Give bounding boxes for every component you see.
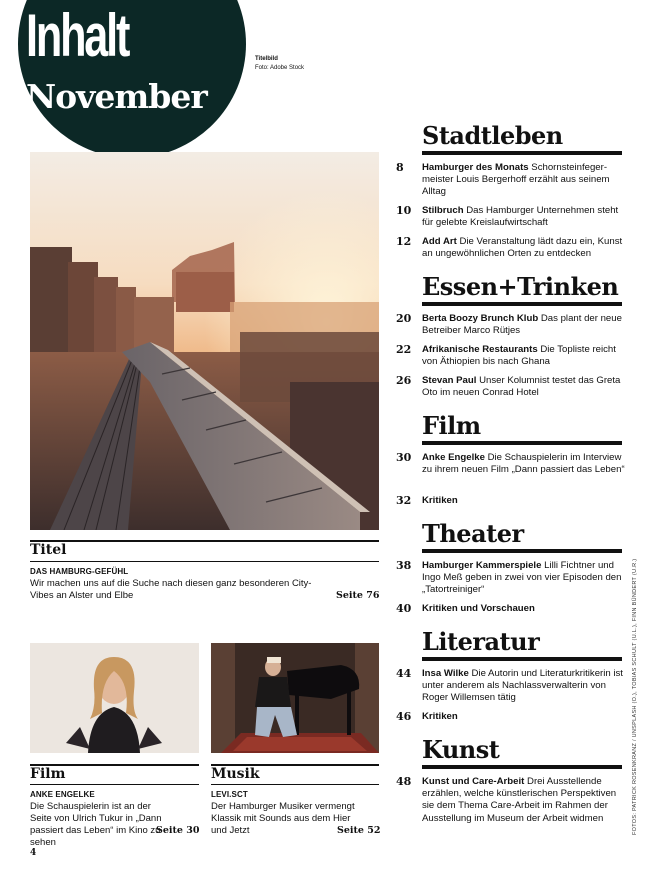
toc-entry[interactable]	[396, 668, 628, 705]
toc-page-number: 44	[396, 667, 412, 680]
teaser-photo-film	[30, 643, 199, 753]
toc-entry-text: Die Autorin und Literaturkritikerin ist unter anderem als Nachlassverwalterin von Roger Willemsen tätig	[422, 668, 623, 704]
masthead-title: Inhalt	[26, 2, 129, 69]
section-heading-essen-trinken: Essen+Trinken	[422, 272, 619, 301]
feature-headline: DAS HAMBURG-GEFÜHL	[30, 567, 129, 576]
section-heading-literatur: Literatur	[422, 627, 540, 656]
toc-entry-text: Schornsteinfegermeister Louis Bergerhoff erzählt aus seinem Alltag	[422, 162, 610, 198]
section-heading-theater: Theater	[422, 519, 524, 548]
toc-entry-text: Die Schauspielerin im Interview zu ihrem neuen Film „Dann passiert das Leben“	[422, 452, 625, 476]
photo-credit: FOTOS: PATRICK ROSENKRANZ / UNSPLASH (O.), TOBIAS SCHULT (U.L.), FINN BÜNDERT (U.R.)	[632, 558, 638, 835]
toc-entry-title: Kunst und Care-Arbeit	[422, 776, 525, 787]
toc-entry-title: Anke Engelke	[422, 452, 485, 463]
toc-entry[interactable]	[396, 452, 628, 476]
toc-page-number: 48	[396, 775, 412, 788]
toc-entry-text: Die Veranstaltung lädt dazu ein, Kunst an ungewöhnlichen Orten zu entdecken	[422, 236, 623, 260]
teaser-musik-headline: LEVI.SCT	[211, 790, 248, 799]
toc-entry-title: Stilbruch	[422, 205, 464, 216]
toc-page-number: 40	[396, 602, 412, 615]
teaser-film-rule-thin	[30, 784, 199, 785]
toc-entry-text: Lilli Fichtner und Ingo Meß geben in zwei von vier Episoden den „Tatortreiniger“	[422, 560, 622, 596]
cover-credit-text: Foto: Adobe Stock	[255, 65, 305, 71]
toc-entry[interactable]	[396, 162, 628, 199]
toc-page-number: 8	[396, 161, 404, 174]
toc-entry[interactable]	[396, 344, 628, 368]
section-rule	[422, 657, 622, 661]
section-heading-film: Film	[422, 411, 481, 440]
toc-page-number: 38	[396, 559, 412, 572]
toc-entry[interactable]	[396, 711, 628, 723]
hero-photo	[30, 152, 379, 530]
masthead-month: November	[26, 77, 207, 116]
toc-entry-text: Unser Kolumnist testet das Greta Oto im neuen Conrad Hotel	[422, 375, 621, 399]
section-rule	[422, 302, 622, 306]
toc-entry-title: Kritiken	[422, 495, 458, 506]
page-number: 4	[30, 848, 37, 858]
toc-entry-title: Afrikanische Restaurants	[422, 344, 538, 355]
feature-section: Titel	[30, 542, 67, 558]
toc-entry-title: Stevan Paul	[422, 375, 477, 386]
toc-page-number: 30	[396, 451, 412, 464]
toc-entry-text: Das Hamburger Unternehmen steht für gelebte Kreislaufwirtschaft	[422, 205, 619, 229]
toc-page-number: 12	[396, 235, 412, 248]
toc-entry-text: Das plant der neue Betreiber Marco Rütjes	[422, 313, 622, 337]
toc-entry-title: Hamburger des Monats	[422, 162, 529, 173]
section-rule	[422, 151, 622, 155]
feature-text: Wir machen uns auf die Suche nach diesen ganz besonderen City-Vibes an Alster und Elbe	[30, 578, 312, 601]
toc-page-number: 32	[396, 494, 412, 507]
toc-page-number: 20	[396, 312, 412, 325]
toc-entry[interactable]	[396, 313, 628, 337]
teaser-film-page-ref: Seite 30	[156, 825, 200, 836]
feature-rule	[30, 540, 379, 542]
teaser-musik-text: Der Hamburger Musiker vermengt Klassik mit Sounds aus dem Hier und Jetzt	[211, 801, 355, 836]
teaser-musik-page-ref: Seite 52	[337, 825, 381, 836]
teaser-film-text: Die Schauspielerin ist an der Seite von Ulrich Tukur in „Dann passiert das Leben“ im Kino zu sehen	[30, 801, 162, 848]
feature-page-ref: Seite 76	[336, 590, 380, 601]
toc-entry-title: Kritiken	[422, 711, 458, 722]
section-heading-kunst: Kunst	[422, 735, 500, 764]
toc-entry[interactable]	[396, 205, 628, 229]
toc-entry[interactable]	[396, 603, 628, 615]
toc-page-number: 26	[396, 374, 412, 387]
section-heading-stadtleben: Stadtleben	[422, 121, 563, 150]
toc-entry-title: Berta Boozy Brunch Klub	[422, 313, 539, 324]
toc-entry[interactable]	[396, 560, 628, 597]
toc-entry-title: Insa Wilke	[422, 668, 469, 679]
teaser-musik-rule-thin	[211, 784, 379, 785]
section-rule	[422, 549, 622, 553]
toc-page-number: 46	[396, 710, 412, 723]
section-rule	[422, 765, 622, 769]
toc-entry[interactable]	[396, 776, 628, 825]
toc-entry-title: Hamburger Kammerspiele	[422, 560, 542, 571]
teaser-photo-musik	[211, 643, 379, 753]
toc-page-number: 10	[396, 204, 412, 217]
feature-rule-thin	[30, 561, 379, 562]
toc-entry[interactable]	[396, 495, 628, 507]
toc-page-number: 22	[396, 343, 412, 356]
anke-engelke-illustration	[30, 643, 199, 753]
toc-entry[interactable]	[396, 236, 628, 260]
toc-entry-text: Drei Ausstellende erzählen, welche künstlerischen Perspektiven sie dem Thema Care-Arbeit im Rahmen der Ausstellung im Museum der Arbeit widmen	[422, 776, 617, 824]
teaser-film-section: Film	[30, 766, 66, 782]
section-rule	[422, 441, 622, 445]
levi-sct-illustration	[211, 643, 379, 753]
cover-credit-label: Titelbild	[255, 56, 278, 62]
teaser-musik-section: Musik	[211, 766, 260, 782]
toc-entry-title: Add Art	[422, 236, 457, 247]
hamburg-train-illustration	[30, 152, 379, 530]
teaser-film-headline: ANKE ENGELKE	[30, 790, 95, 799]
toc-entry-title: Kritiken und Vorschauen	[422, 603, 535, 614]
toc-entry[interactable]	[396, 375, 628, 399]
toc-entry-text: Die Topliste reicht von Äthiopien bis nach Ghana	[422, 344, 616, 368]
